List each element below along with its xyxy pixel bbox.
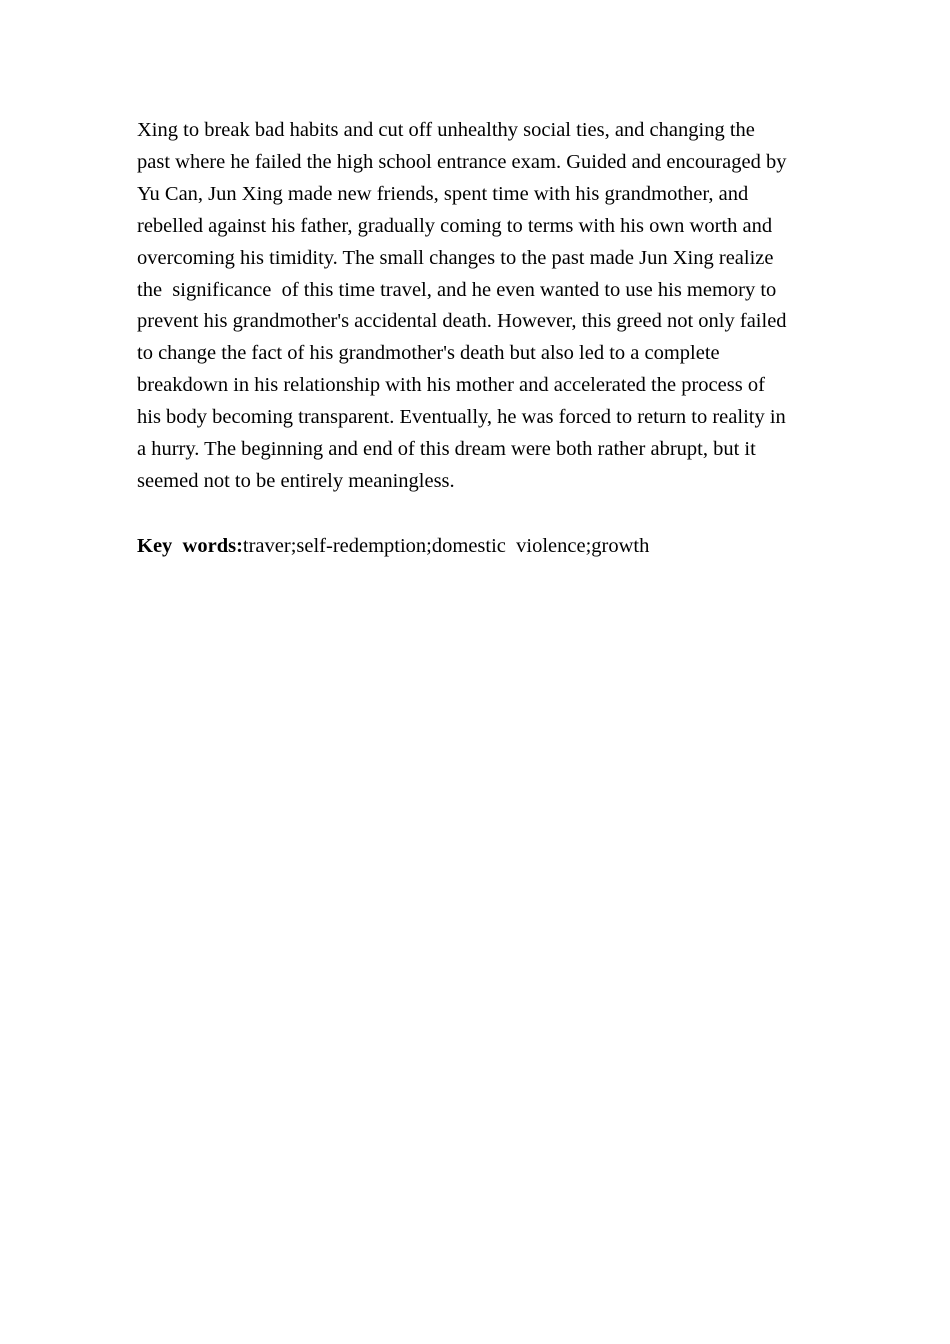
keywords-line — [137, 531, 849, 563]
abstract-line: prevent his grandmother's accidental death. However, this greed not only failed — [137, 310, 787, 333]
document-body — [137, 115, 849, 563]
abstract-line: breakdown in his relationship with his mother and accelerated the process of — [137, 374, 765, 397]
abstract-line: past where he failed the high school entrance exam. Guided and encouraged by — [137, 150, 787, 173]
abstract-paragraph — [137, 115, 849, 498]
abstract-line: the significance of this time travel, and he even wanted to use his memory to — [137, 278, 777, 301]
keywords-value: traver;self-redemption;domestic violence;growth — [242, 534, 650, 557]
abstract-line: overcoming his timidity. The small changes to the past made Jun Xing realize — [137, 246, 774, 269]
keywords-label: Key words: — [137, 534, 243, 557]
abstract-line: Yu Can, Jun Xing made new friends, spent time with his grandmother, and — [137, 182, 749, 205]
abstract-line: a hurry. The beginning and end of this dream were both rather abrupt, but it — [137, 438, 756, 461]
abstract-line: Xing to break bad habits and cut off unhealthy social ties, and changing the — [137, 119, 755, 141]
abstract-line: to change the fact of his grandmother's death but also led to a complete — [137, 342, 720, 365]
abstract-line: seemed not to be entirely meaningless. — [137, 469, 455, 492]
abstract-line: his body becoming transparent. Eventually, he was forced to return to reality in — [137, 406, 786, 429]
abstract-line: rebelled against his father, gradually coming to terms with his own worth and — [137, 214, 773, 237]
